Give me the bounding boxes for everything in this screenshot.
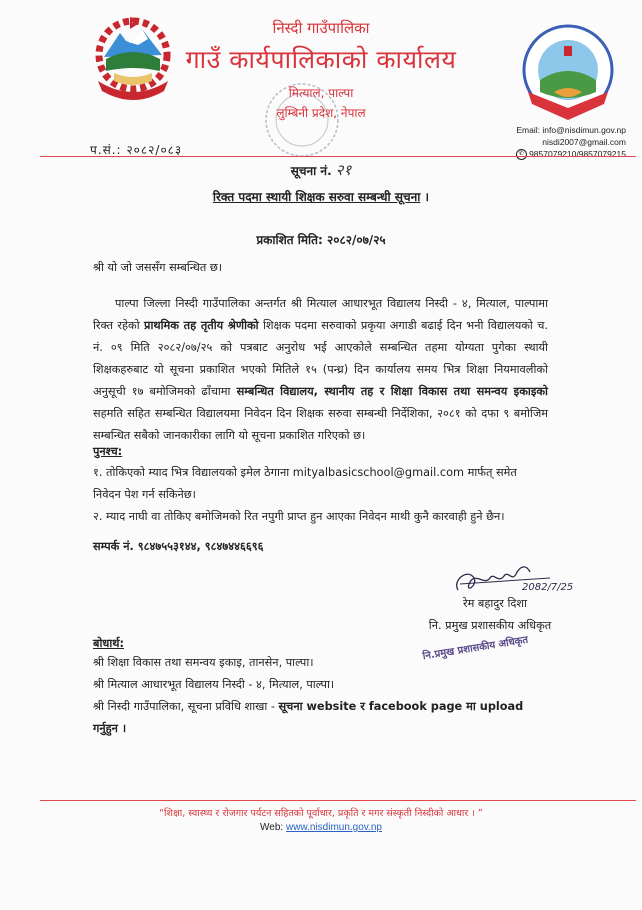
signatory-name: रेम बहादुर दिशा [462, 597, 528, 610]
office-province: लुम्बिनी प्रदेश, नेपाल [276, 106, 366, 120]
title-stamp: नि.प्रमुख प्रशासकीय अधिकृत [422, 634, 529, 663]
published-label: प्रकाशित मिति: [256, 233, 323, 247]
body-part-1: पाल्पा जिल्ला निस्दी गाउँपालिका अन्तर्गत श्री मित्याल आधारभूत विद्यालय निस्दी - ४, मित्याल, पाल्पामा रिक्त रहेको [93, 297, 548, 332]
cc-item: श्री मित्याल आधारभूत विद्यालय निस्दी - ४, मित्याल, पाल्पा। [93, 678, 335, 691]
email-secondary[interactable]: nisdi2007@gmail.com [542, 137, 626, 147]
notice-body [93, 293, 548, 447]
signatory-title: नि. प्रमुख प्रशासकीय अधिकृत [428, 619, 552, 632]
website-link[interactable]: www.nisdimun.gov.np [285, 822, 382, 833]
ref-label: प.सं.: [90, 143, 122, 157]
office-name: गाउँ कार्यपालिकाको कार्यालय [185, 45, 457, 74]
postscript-title: पुनश्च: [93, 445, 123, 458]
cc-item: श्री शिक्षा विकास तथा समन्वय इकाइ, तानसेन, पाल्पा। [93, 656, 314, 669]
contact-label: सम्पर्क नं. [93, 540, 134, 553]
notice-subject [0, 188, 642, 205]
notice-number [0, 160, 642, 180]
body-part-3: सहमति सहित सम्बन्धित विद्यालयमा निवेदन दिन शिक्षक सरुवा सम्बन्धी निर्देशिका, २०८१ को दफा ९ बमोजिम सम्बन्धित सबैको जानकारीका लागि यो सूचना प्रकाशित गरिएको छ। [93, 407, 548, 442]
salutation: श्री यो जो जससँग सम्बन्धित छ। [93, 261, 223, 274]
ref-value: २०८२/०८३ [126, 143, 183, 157]
cc-item-3-bold: सूचना website र facebook page मा upload गर्नुहुन । [93, 700, 524, 735]
footer-web [0, 822, 642, 833]
email-primary[interactable]: info@nisdimun.gov.np [542, 125, 626, 135]
published-value: २०८२/०७/२५ [326, 233, 386, 247]
subject-end: । [424, 190, 430, 204]
email-label: Email: [516, 125, 541, 135]
postscript-list [93, 462, 548, 528]
footer-divider [40, 800, 636, 801]
signature-date: 2082/7/25 [522, 582, 574, 593]
web-label: Web: [260, 822, 284, 833]
cc-item-3-plain: श्री निस्दी गाउँपालिका, सूचना प्रविधि शाखा - [93, 700, 279, 713]
subject-text: रिक्त पदमा स्थायी शिक्षक सरुवा सम्बन्धी सूचना [212, 190, 421, 204]
footer-motto: “शिक्षा, स्वास्थ्य र रोजगार पर्यटन सहितको पूर्वाधार, प्रकृति र मगर संस्कृती निस्दीको आधार । ” [159, 808, 483, 819]
municipality-name: निस्दी गाउँपालिका [272, 19, 370, 37]
contact-block [470, 124, 640, 160]
notice-number-label: सूचना नं. [290, 164, 332, 178]
published-date [0, 231, 642, 248]
cc-title: बोधार्थ: [93, 637, 124, 650]
body-part-2: शिक्षक पदमा सरुवाको प्रकृया अगाडी बढाई दिन भनी विद्यालयको च. नं. ०९ मिति २०८२/०७/२५ को पत्रबाट अनुरोध भई आएकोले सम्बन्धित तहमा योग्यता पुगेका स्थायी शिक्षकहरुबाट यो सूचना प्रकाशित भएको मितिले १५ (पन्ध्र) दिन कार्यालय समय भित्र शिक्षा नियमावलीको अनुसूची १७ बमोजिमको ढाँचामा [93, 319, 549, 398]
header-divider [40, 156, 636, 157]
cc-list [93, 652, 548, 740]
postscript-item: १. तोकिएको म्याद भित्र विद्यालयको इमेल ठेगाना mityalbasicschool@gmail.com मार्फत् समेत निवेदन पेश गर्न सकिनेछ। [93, 466, 517, 501]
phone-numbers: 9857079210/9857079215 [529, 149, 626, 159]
phone-icon: ✆ [516, 149, 527, 160]
body-bold-1: प्राथमिक तह तृतीय श्रेणीको [144, 319, 259, 332]
handwritten-signature [450, 560, 574, 600]
contact-numbers [93, 536, 548, 558]
contact-value: ९८४७५५३१४४, ९८४७४४६६९६ [137, 540, 264, 553]
cc-item [93, 696, 548, 740]
postscript-item: २. म्याद नाघी वा तोकिए बमोजिमको रित नपुगी प्राप्त हुन आएका निवेदन माथी कुनै कारवाही हुने छैन। [93, 510, 505, 523]
office-place: मित्याल, पाल्पा [288, 86, 354, 100]
notice-number-value: २१ [335, 161, 352, 179]
body-bold-2: सम्बन्धित विद्यालय, स्थानीय तह र शिक्षा विकास तथा समन्वय इकाइको [236, 385, 548, 398]
